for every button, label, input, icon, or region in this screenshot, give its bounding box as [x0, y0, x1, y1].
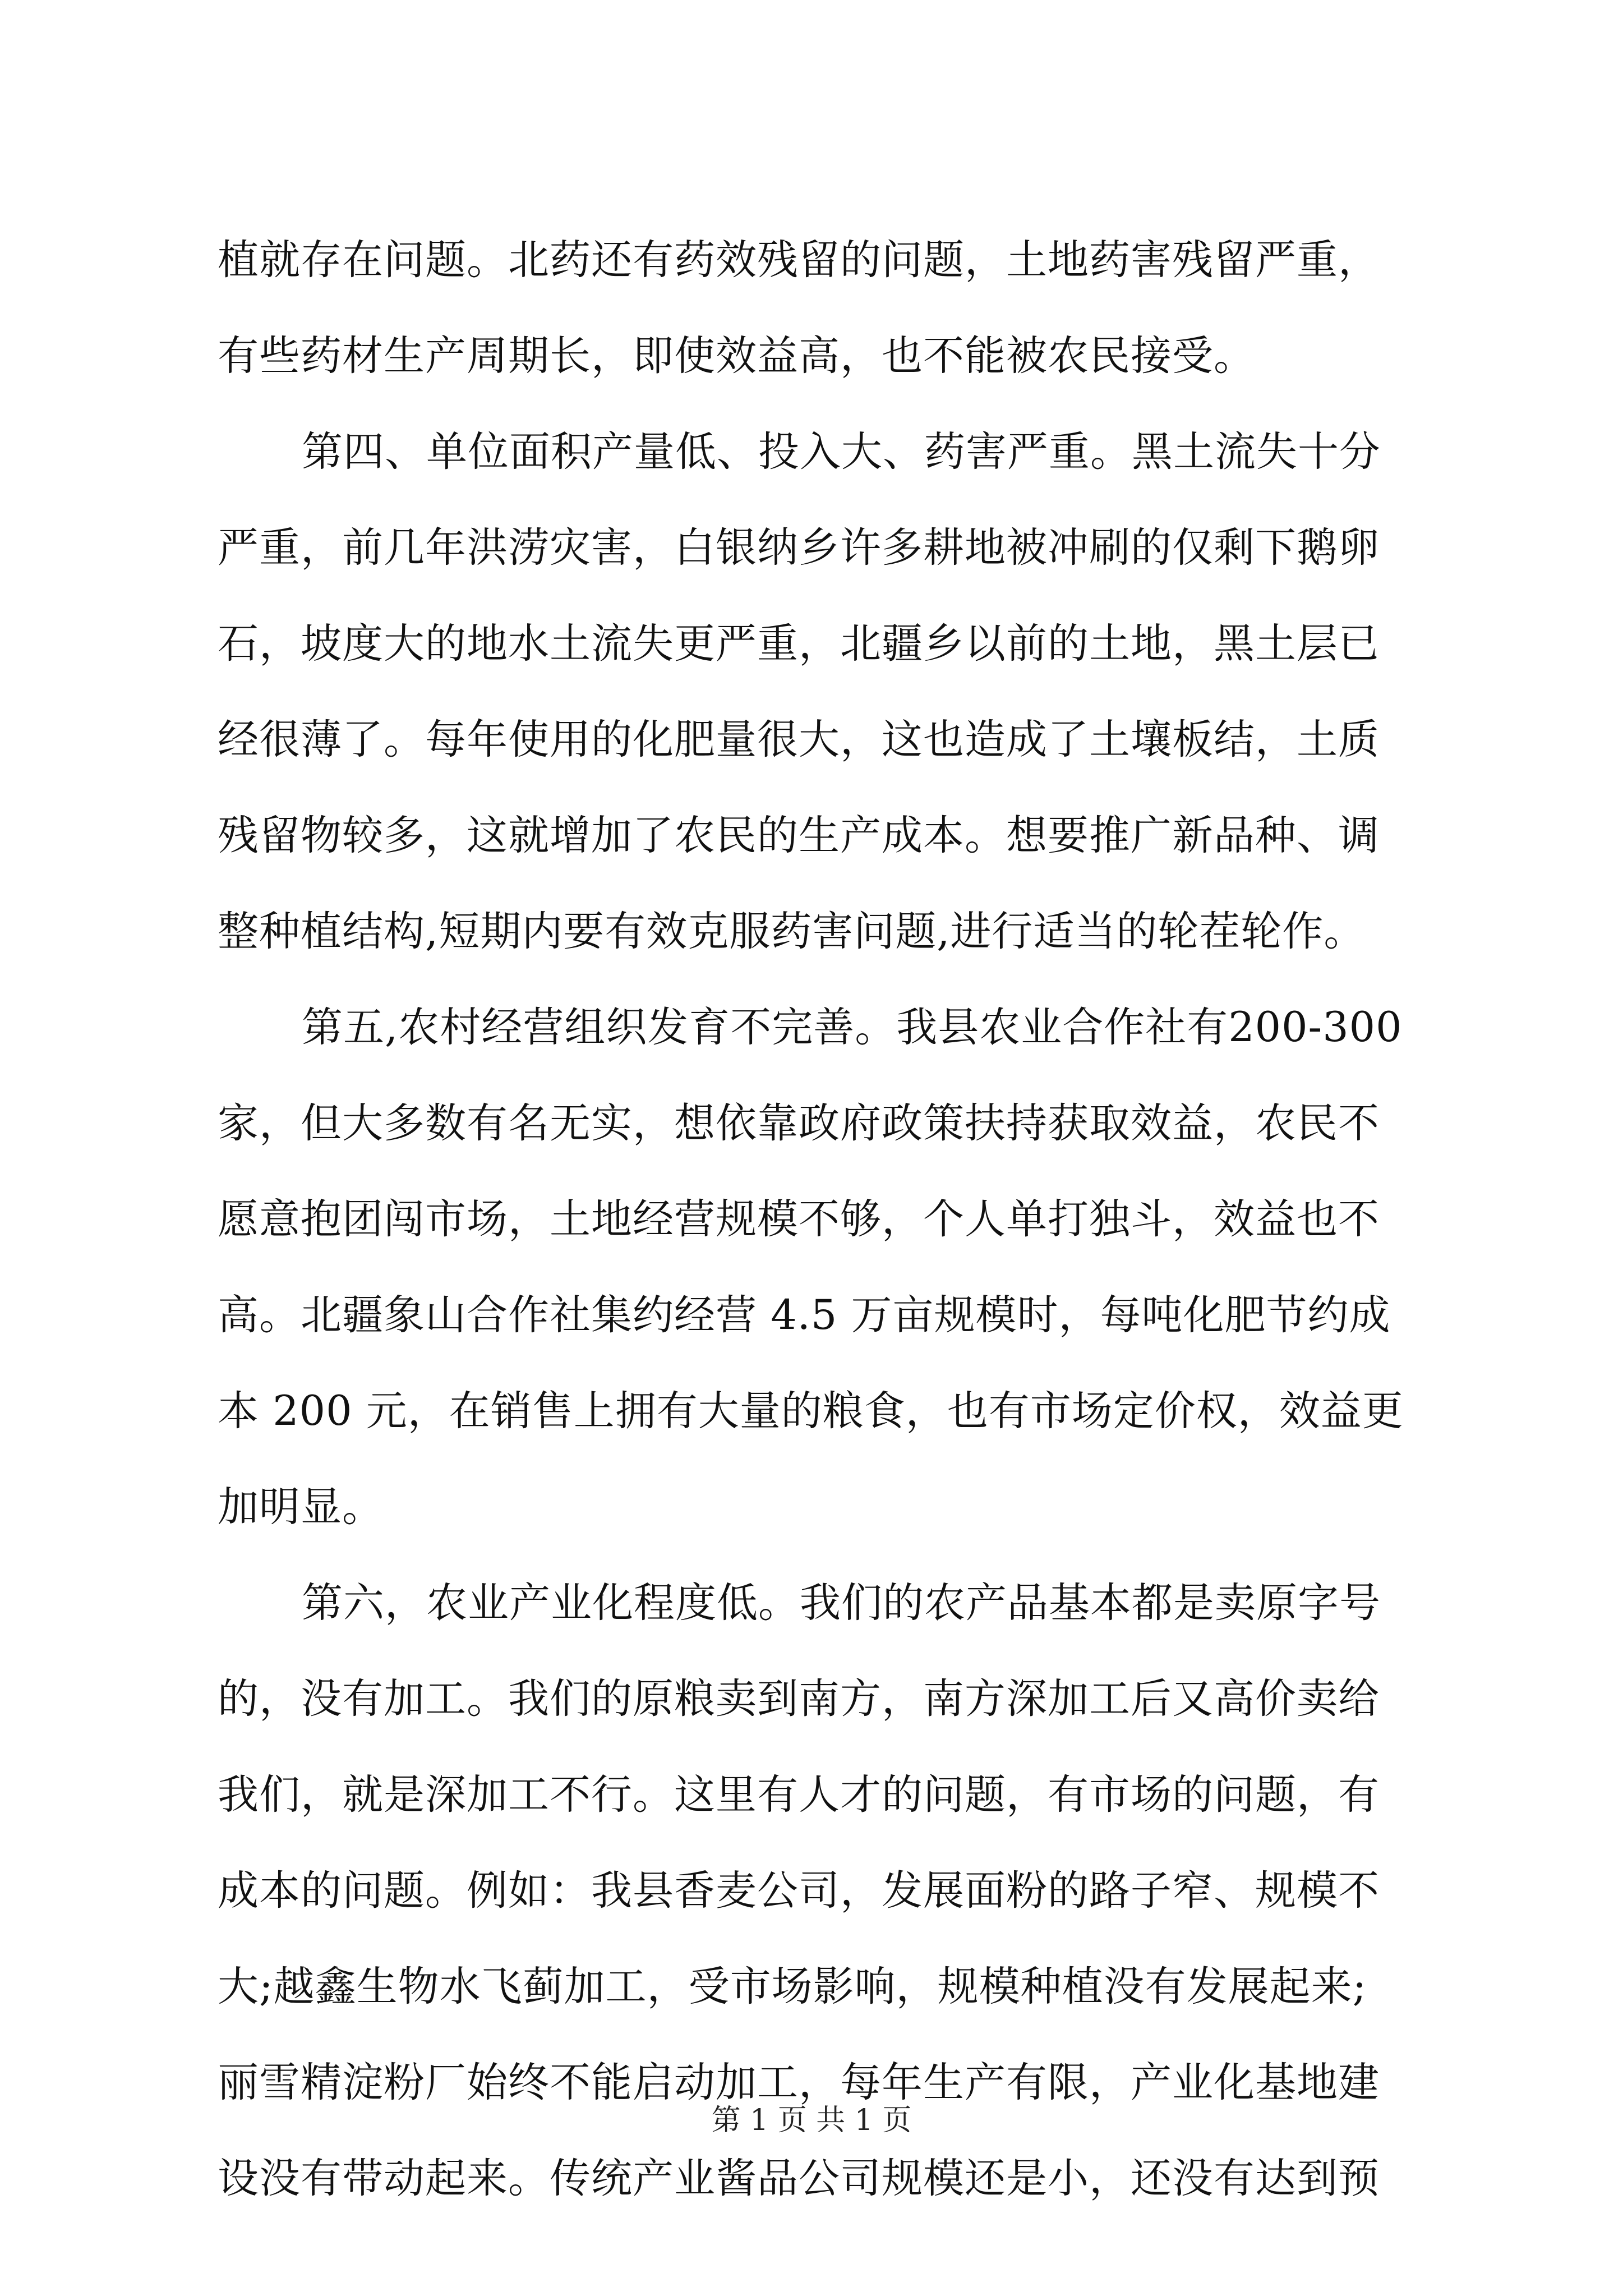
text-line: 严重，前几年洪涝灾害，白银纳乡许多耕地被冲刷的仅剩下鹅卵 [218, 524, 1380, 572]
text-line: 高。北疆象山合作社集约经营 4.5 万亩规模时，每吨化肥节约成 [218, 1291, 1391, 1339]
text-line: 经很薄了。每年使用的化肥量很大，这也造成了土壤板结，土质 [218, 716, 1380, 763]
text-line: 残留物较多，这就增加了农民的生产成本。想要推广新品种、调 [218, 812, 1380, 859]
text-line: 愿意抱团闯市场，土地经营规模不够，个人单打独斗，效益也不 [218, 1195, 1380, 1243]
text-line: 设没有带动起来。传统产业酱品公司规模还是小，还没有达到预 [218, 2155, 1380, 2202]
text-line: 石，坡度大的地水土流失更严重，北疆乡以前的土地，黑土层已 [218, 620, 1380, 668]
text-line: 成本的问题。例如：我县香麦公司，发展面粉的路子窄、规模不 [218, 1867, 1380, 1915]
text-line: 我们，就是深加工不行。这里有人才的问题，有市场的问题，有 [218, 1771, 1380, 1819]
text-line: 植就存在问题。北药还有药效残留的问题，土地药害残留严重， [218, 236, 1380, 284]
text-line: 的，没有加工。我们的原粮卖到南方，南方深加工后又高价卖给 [218, 1675, 1380, 1723]
text-line: 丽雪精淀粉厂始终不能启动加工，每年生产有限，产业化基地建 [218, 2059, 1380, 2106]
document-body [218, 212, 1407, 2226]
text-line: 整种植结构,短期内要有效克服药害问题,进行适当的轮茬轮作。 [218, 908, 1366, 955]
text-line: 加明显。 [218, 1483, 384, 1531]
text-line: 有些药材生产周期长，即使效益高，也不能被农民接受。 [218, 332, 1255, 380]
text-line: 本 200 元，在销售上拥有大量的粮食，也有市场定价权，效益更 [218, 1387, 1404, 1435]
page-footer: 第 1 页 共 1 页 [711, 2104, 912, 2137]
text-line: 家，但大多数有名无实，想依靠政府政策扶持获取效益，农民不 [218, 1099, 1380, 1147]
paragraph-start-line: 第五,农村经营组织发育不完善。我县农业合作社有200-300 [302, 1004, 1403, 1051]
text-line: 大;越鑫生物水飞蓟加工，受市场影响，规模种植没有发展起来; [218, 1963, 1367, 2010]
paragraph-start-line: 第六，农业产业化程度低。我们的农产品基本都是卖原字号 [302, 1579, 1381, 1627]
paragraph-start-line: 第四、单位面积产量低、投入大、药害严重。黑土流失十分 [302, 428, 1381, 476]
